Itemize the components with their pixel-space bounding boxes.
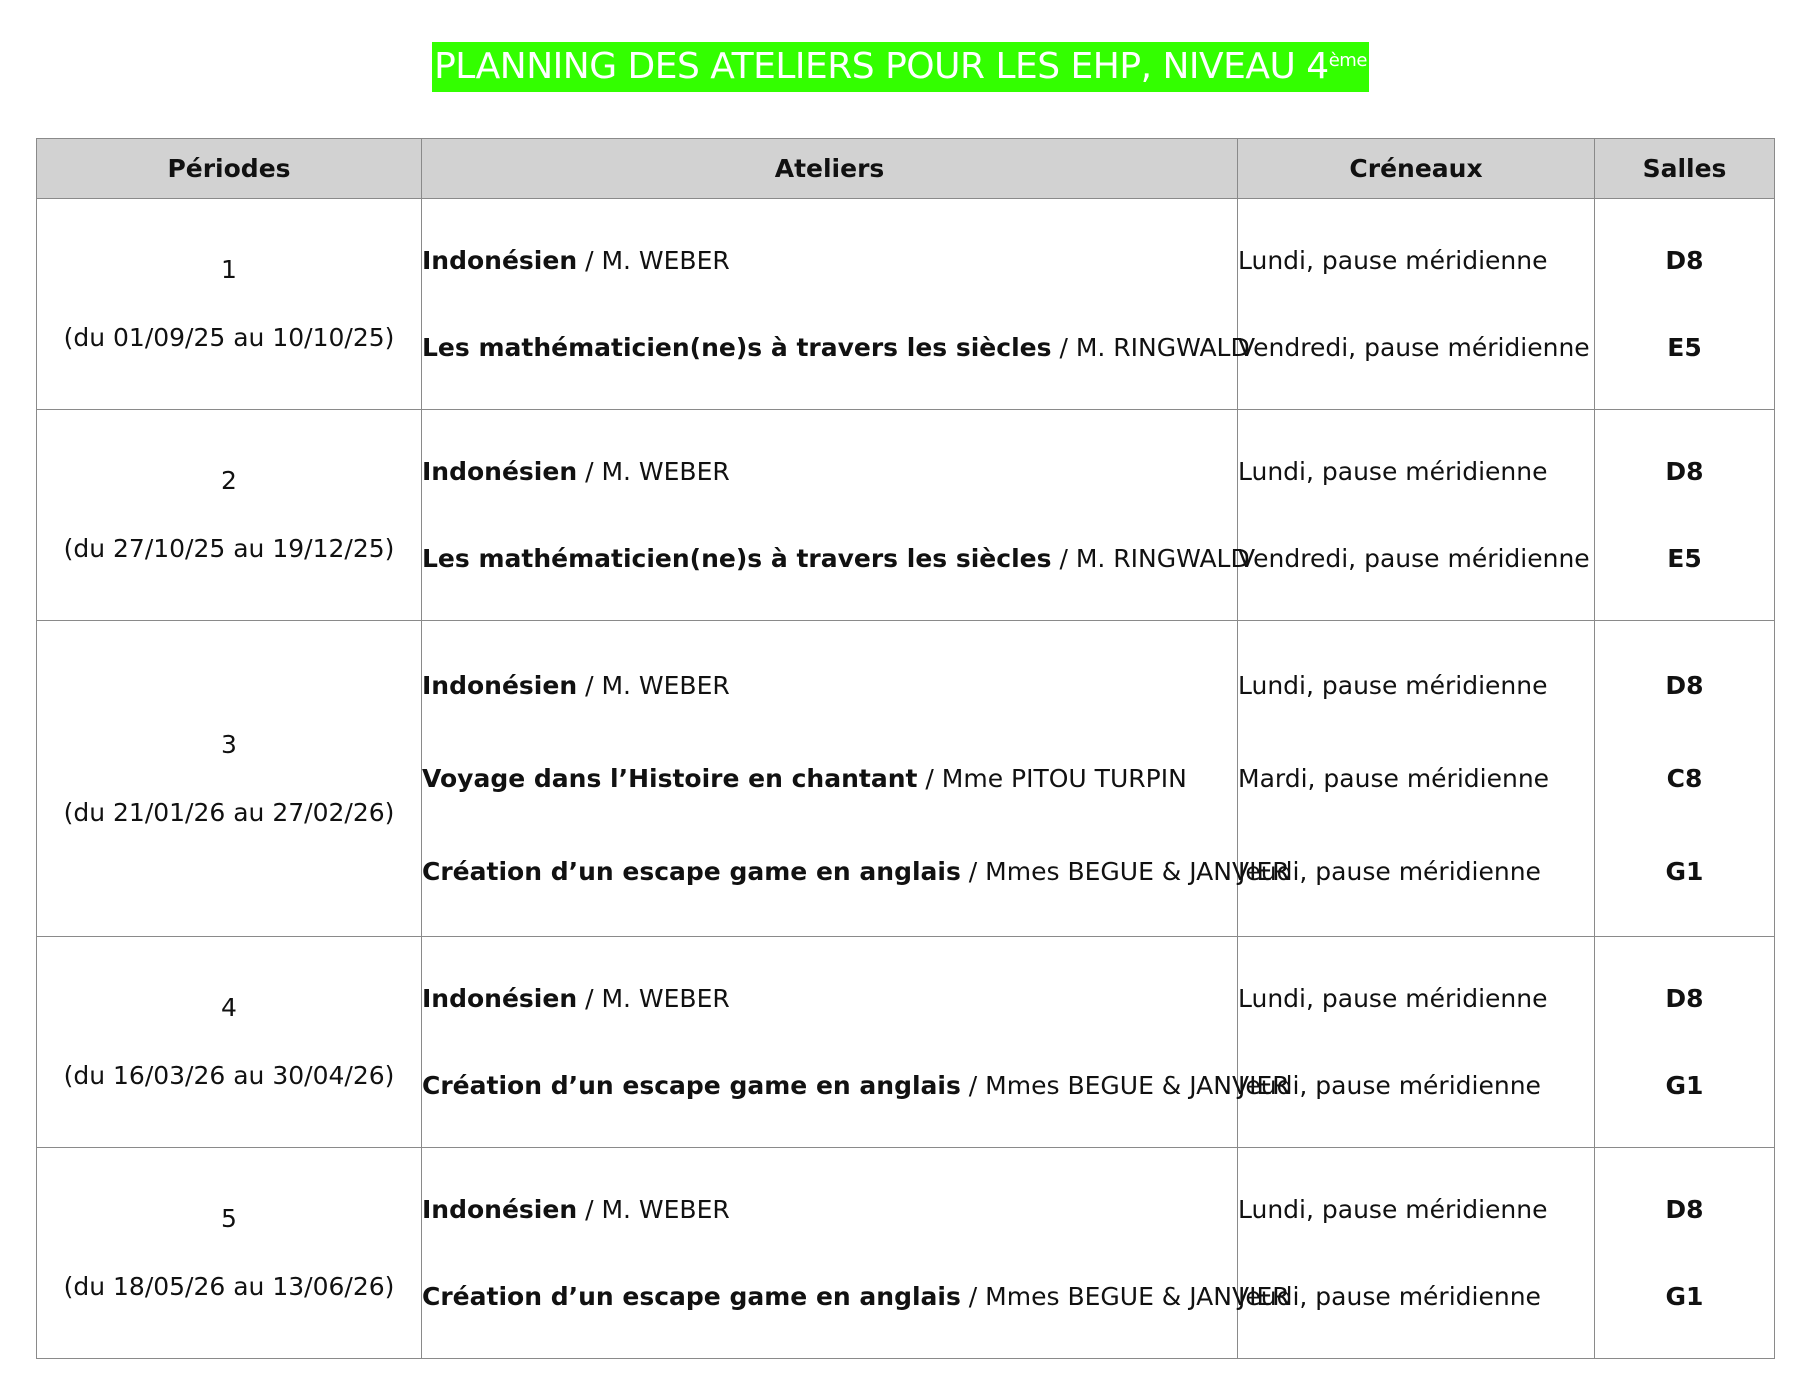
atelier-line	[422, 537, 1250, 581]
period-cell	[37, 199, 422, 410]
period-cell	[37, 937, 422, 1148]
ateliers-cell	[422, 937, 1290, 1148]
page-title	[432, 42, 1369, 92]
atelier-line	[422, 326, 1250, 370]
atelier-line	[422, 664, 1237, 708]
creneau-text: Lundi, pause méridienne	[1238, 456, 1548, 486]
salle-text: D8	[1665, 983, 1704, 1013]
atelier-name: Création d’un escape game en anglais	[422, 1281, 961, 1311]
atelier-teacher: / M. WEBER	[577, 456, 730, 486]
creneau-text: Lundi, pause méridienne	[1238, 670, 1548, 700]
salles-cell	[1595, 199, 1775, 410]
salles-cell-lines	[1595, 937, 1774, 1147]
creneau-text: Lundi, pause méridienne	[1238, 983, 1548, 1013]
atelier-name: Indonésien	[422, 456, 578, 486]
creneaux-cell	[1238, 199, 1595, 410]
period-dates: (du 18/05/26 au 13/06/26)	[63, 1272, 395, 1301]
header-salles: Salles	[1595, 139, 1775, 199]
atelier-name: Les mathématicien(ne)s à travers les siècles	[422, 543, 1052, 573]
ateliers-cell	[422, 199, 1250, 410]
table-row	[37, 199, 1775, 410]
creneau-text: Jeudi, pause méridienne	[1238, 1281, 1541, 1311]
period-number: 2	[221, 466, 237, 495]
period-dates: (du 01/09/25 au 10/10/25)	[63, 323, 395, 352]
atelier-teacher: / Mmes BEGUE & JANVIER	[960, 1281, 1290, 1311]
salles-cell-lines	[1595, 410, 1774, 620]
atelier-line	[422, 1275, 1290, 1319]
period-number: 1	[221, 255, 237, 284]
period-cell	[37, 410, 422, 621]
table-row	[37, 937, 1775, 1148]
ateliers-cell-lines	[422, 937, 1290, 1147]
atelier-line	[422, 850, 1290, 894]
atelier-name: Indonésien	[422, 245, 578, 275]
atelier-teacher: / Mmes BEGUE & JANVIER	[960, 856, 1290, 886]
atelier-name: Création d’un escape game en anglais	[422, 1070, 961, 1100]
salle-text: D8	[1665, 245, 1704, 275]
salle-text: D8	[1665, 1194, 1704, 1224]
salle-text: G1	[1665, 1070, 1704, 1100]
table-row	[37, 410, 1775, 621]
creneau-text: Mardi, pause méridienne	[1238, 763, 1550, 793]
table-header-row	[37, 139, 1775, 199]
page-title-text: PLANNING DES ATELIERS POUR LES EHP, NIVEAU 4	[434, 46, 1329, 87]
period-number: 5	[221, 1204, 237, 1233]
table-row	[37, 621, 1775, 937]
creneau-text: Vendredi, pause méridienne	[1238, 332, 1590, 362]
creneaux-cell-lines	[1238, 199, 1594, 409]
creneau-text: Vendredi, pause méridienne	[1238, 543, 1590, 573]
ateliers-cell-lines	[422, 621, 1290, 936]
page-title-superscript: ème	[1328, 50, 1367, 71]
creneaux-cell	[1238, 621, 1595, 937]
atelier-line	[422, 757, 1237, 801]
creneaux-cell-lines	[1238, 937, 1594, 1147]
atelier-name: Indonésien	[422, 670, 578, 700]
ateliers-cell	[422, 621, 1290, 937]
salle-text: C8	[1666, 763, 1703, 793]
salle-text: D8	[1665, 456, 1704, 486]
salles-cell-lines	[1595, 621, 1774, 936]
creneaux-cell	[1238, 937, 1595, 1148]
ateliers-cell-lines	[422, 199, 1250, 409]
creneaux-cell-lines	[1238, 621, 1594, 936]
atelier-name: Indonésien	[422, 983, 578, 1013]
atelier-teacher: / Mmes BEGUE & JANVIER	[960, 1070, 1290, 1100]
header-ateliers: Ateliers	[422, 139, 1238, 199]
atelier-teacher: / M. WEBER	[577, 983, 730, 1013]
atelier-name: Création d’un escape game en anglais	[422, 856, 961, 886]
creneau-text: Lundi, pause méridienne	[1238, 245, 1548, 275]
ateliers-cell-lines	[422, 410, 1250, 620]
atelier-teacher: / Mme PITOU TURPIN	[917, 763, 1187, 793]
creneaux-cell	[1238, 410, 1595, 621]
creneaux-cell-lines	[1238, 410, 1594, 620]
salle-text: G1	[1665, 1281, 1704, 1311]
atelier-line	[422, 977, 1237, 1021]
header-periodes: Périodes	[37, 139, 422, 199]
salles-cell	[1595, 1148, 1775, 1359]
salle-text: G1	[1665, 856, 1704, 886]
atelier-line	[422, 1064, 1290, 1108]
atelier-teacher: / M. WEBER	[577, 670, 730, 700]
ateliers-cell	[422, 1148, 1290, 1359]
atelier-teacher: / M. RINGWALD	[1051, 543, 1250, 573]
salles-cell-lines	[1595, 1148, 1774, 1358]
creneau-text: Lundi, pause méridienne	[1238, 1194, 1548, 1224]
creneau-text: Jeudi, pause méridienne	[1238, 856, 1541, 886]
atelier-teacher: / M. WEBER	[577, 245, 730, 275]
creneaux-cell	[1238, 1148, 1595, 1359]
salle-text: D8	[1665, 670, 1704, 700]
period-number: 3	[221, 729, 237, 759]
ateliers-cell-lines	[422, 1148, 1290, 1358]
salles-cell	[1595, 937, 1775, 1148]
atelier-line	[422, 239, 1237, 283]
ateliers-cell	[422, 410, 1250, 621]
period-cell	[37, 621, 422, 937]
atelier-teacher: / M. RINGWALD	[1051, 332, 1250, 362]
table-body	[37, 199, 1775, 1359]
period-dates: (du 16/03/26 au 30/04/26)	[63, 1061, 395, 1090]
atelier-name: Voyage dans l’Histoire en chantant	[422, 763, 918, 793]
salle-text: E5	[1667, 543, 1702, 573]
atelier-name: Indonésien	[422, 1194, 578, 1224]
atelier-teacher: / M. WEBER	[577, 1194, 730, 1224]
planning-table	[36, 138, 1775, 1359]
title-wrapper	[0, 42, 1801, 92]
period-dates: (du 21/01/26 au 27/02/26)	[63, 797, 395, 827]
salle-text: E5	[1667, 332, 1702, 362]
header-creneaux: Créneaux	[1238, 139, 1595, 199]
creneaux-cell-lines	[1238, 1148, 1594, 1358]
atelier-line	[422, 450, 1237, 494]
period-dates: (du 27/10/25 au 19/12/25)	[63, 534, 395, 563]
table-row	[37, 1148, 1775, 1359]
salles-cell	[1595, 410, 1775, 621]
atelier-line	[422, 1188, 1237, 1232]
salles-cell	[1595, 621, 1775, 937]
atelier-name: Les mathématicien(ne)s à travers les siècles	[422, 332, 1052, 362]
creneau-text: Jeudi, pause méridienne	[1238, 1070, 1541, 1100]
period-cell	[37, 1148, 422, 1359]
salles-cell-lines	[1595, 199, 1774, 409]
period-number: 4	[221, 993, 237, 1022]
